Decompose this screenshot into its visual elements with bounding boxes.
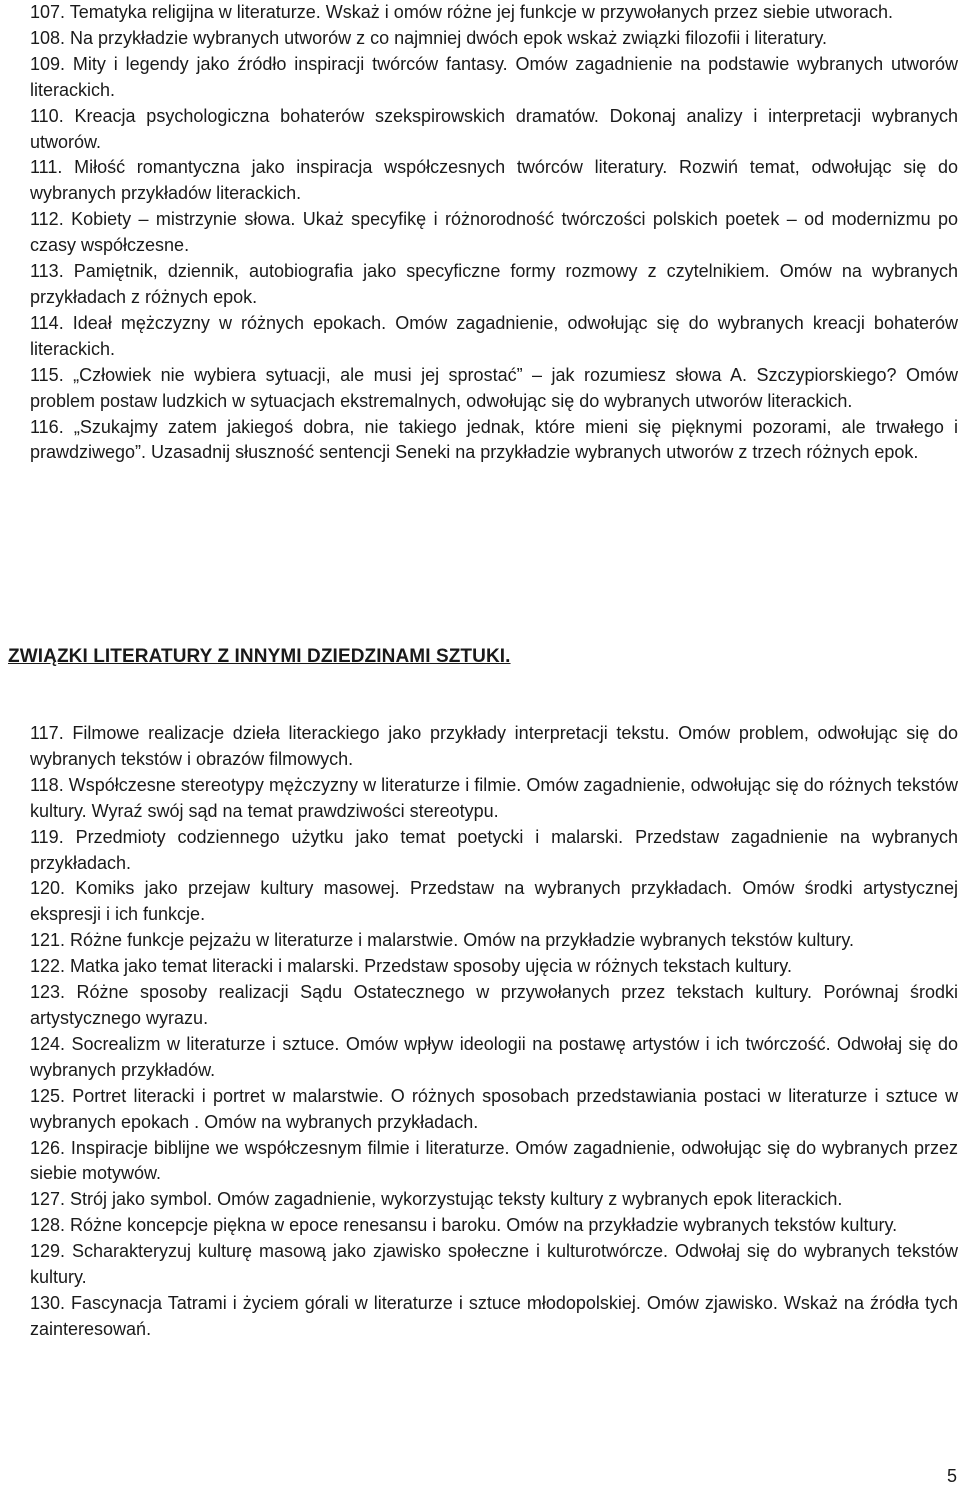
topic-list-a [30,0,958,466]
list-item: 126. Inspiracje biblijne we współczesnym filmie i literaturze. Omów zagadnienie, odwołując się do wybranych przez siebie motywów. [30,1137,958,1184]
list-item: 117. Filmowe realizacje dzieła literackiego jako przykłady interpretacji tekstu. Omów problem, odwołując się do wybranych tekstów i obrazów filmowych. [30,723,958,769]
list-item: 122. Matka jako temat literacki i malarski. Przedstaw sposoby ujęcia w różnych tekstach kultury. [30,956,792,977]
list-item: 114. Ideał mężczyzny w różnych epokach. Omów zagadnienie, odwołując się do wybranych kreacji bohaterów literackich. [30,312,958,359]
list-item: 123. Różne sposoby realizacji Sądu Ostatecznego w przywołanych przez tekstach kultury. Porównaj środki artystycznego wyrazu. [30,982,958,1028]
list-item: 118. Współczesne stereotypy mężczyzny w literaturze i filmie. Omów zagadnienie, odwołując się do różnych tekstów kultury. Wyraź swój sąd na temat prawdziwości stereotypu. [30,774,958,821]
list-item: 107. Tematyka religijna w literaturze. Wskaż i omów różne jej funkcje w przywołanych przez siebie utworach. [30,2,894,22]
section-heading: ZWIĄZKI LITERATURY Z INNYMI DZIEDZINAMI SZTUKI. [8,646,511,667]
list-item: 108. Na przykładzie wybranych utworów z co najmniej dwóch epok wskaż związki filozofii i literatury. [30,27,827,48]
topic-list-b [30,721,958,1343]
list-item: 113. Pamiętnik, dziennik, autobiografia jako specyficzne formy rozmowy z czytelnikiem. Omów na wybranych przykładach z różnych epok. [30,261,958,307]
list-item: 121. Różne funkcje pejzażu w literaturze i malarstwie. Omów na przykładzie wybranych tekstów kultury. [30,930,855,951]
list-item: 125. Portret literacki i portret w malarstwie. O różnych sposobach przedstawiania postaci w literaturze i sztuce w wybranych epokach . Omów na wybranych przykładach. [30,1085,958,1132]
list-item: 111. Miłość romantyczna jako inspiracja współczesnych twórców literatury. Rozwiń temat, odwołując się do wybranych przykładów literackich. [30,157,958,204]
list-item: 129. Scharakteryzuj kulturę masową jako zjawisko społeczne i kulturotwórcze. Odwołaj się do wybranych tekstów kultury. [30,1241,958,1288]
list-item: 115. „Człowiek nie wybiera sytuacji, ale musi jej sprostać” – jak rozumiesz słowa A. Szczypiorskiego? Omów problem postaw ludzkich w sytuacjach ekstremalnych, odwołując się do wybranych utworów literackich. [30,364,958,411]
list-item: 124. Socrealizm w literaturze i sztuce. Omów wpływ ideologii na postawę artystów i ich twórczość. Odwołaj się do wybranych przykładów. [30,1033,958,1080]
list-item: 120. Komiks jako przejaw kultury masowej. Przedstaw na wybranych przykładach. Omów środki artystycznej ekspresji i ich funkcje. [30,878,958,925]
list-item: 127. Strój jako symbol. Omów zagadnienie, wykorzystując teksty kultury z wybranych epok literackich. [30,1189,843,1210]
list-item: 119. Przedmioty codziennego użytku jako temat poetycki i malarski. Przedstaw zagadnienie na wybranych przykładach. [30,826,958,873]
list-item: 110. Kreacja psychologiczna bohaterów szekspirowskich dramatów. Dokonaj analizy i interpretacji wybranych utworów. [30,105,958,152]
list-item: 116. „Szukajmy zatem jakiegoś dobra, nie takiego jednak, które mieni się pięknymi pozorami, ale trwałego i prawdziwego”. Uzasadnij słuszność sentencji Seneki na przykładzie wybranych utworów z trzech różnych epok. [30,416,958,463]
page-number: 5 [946,1466,957,1486]
list-item: 112. Kobiety – mistrzynie słowa. Ukaż specyfikę i różnorodność twórczości polskich poetek – od modernizmu po czasy współczesne. [30,209,958,256]
list-item: 130. Fascynacja Tatrami i życiem górali w literaturze i sztuce młodopolskiej. Omów zjawisko. Wskaż na źródła tych zainteresowań. [30,1292,958,1339]
list-item: 128. Różne koncepcje piękna w epoce renesansu i baroku. Omów na przykładzie wybranych tekstów kultury. [30,1215,898,1236]
list-item: 109. Mity i legendy jako źródło inspiracji twórców fantasy. Omów zagadnienie na podstawie wybranych utworów literackich. [30,53,958,100]
